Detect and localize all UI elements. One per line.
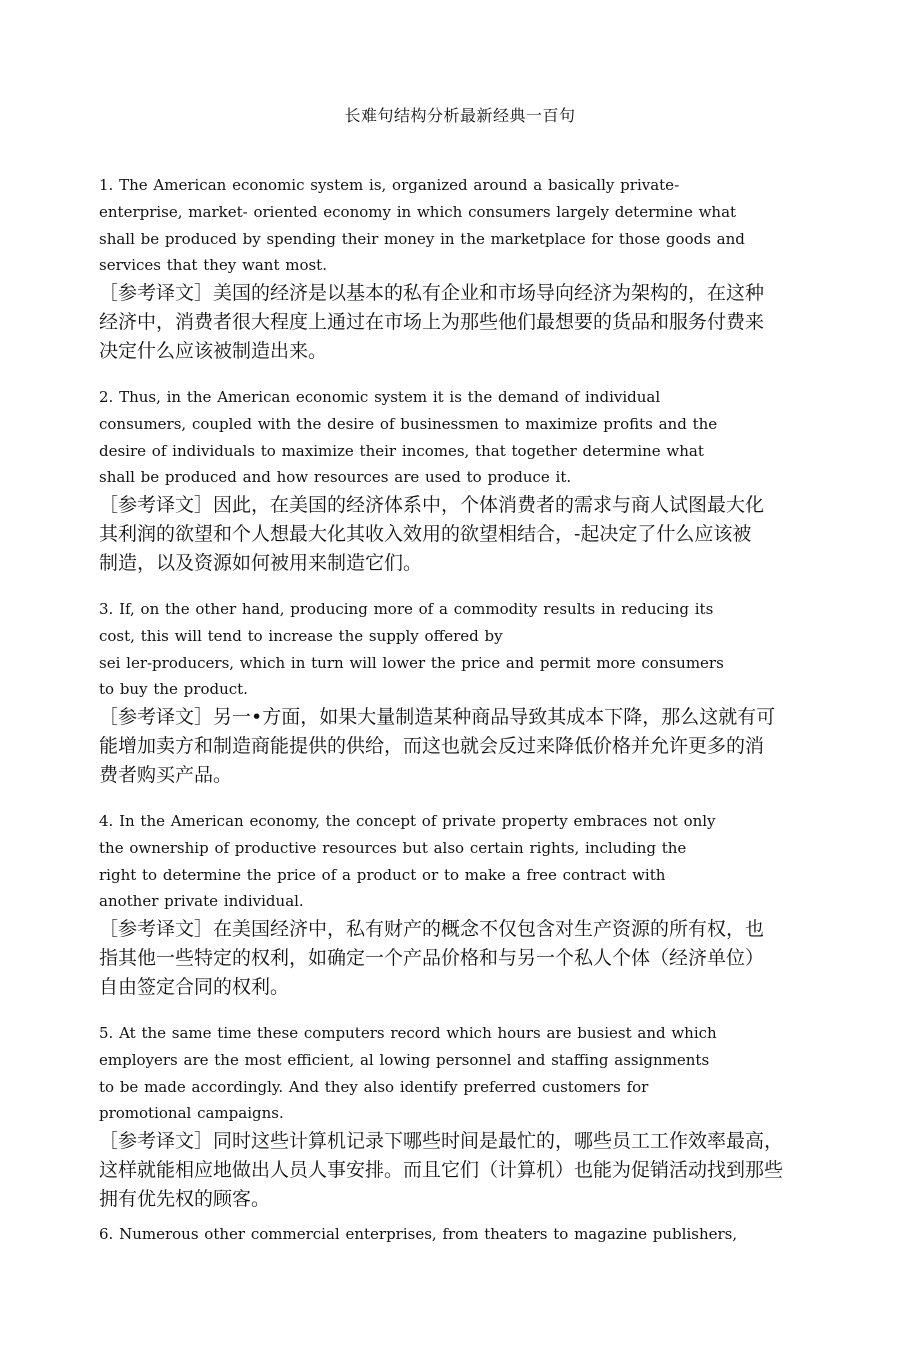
- english-sentence-3: 3. If, on the other hand, producing more of a commodity results in reducing its cost, this will tend to increase the supply offered by sei ler-producers, which in turn will lower the price and permit more consumers to buy the product.: [99, 600, 724, 699]
- english-sentence-5: 5. At the same time these computers record which hours are busiest and which employers are the most efficient, al lowing personnel and staffing assignments to be made accordingly. And they also identify preferred customers for promotional campaigns.: [99, 1024, 717, 1123]
- english-sentence-4: 4. In the American economy, the concept of private property embraces not only the ownership of productive resources but also certain rights, including the right to determine the price of a product or to make a free contract with another private individual.: [99, 812, 716, 911]
- sentence-item-1: [99, 172, 829, 366]
- english-sentence-1: 1. The American economic system is, organized around a basically private- enterprise, market- oriented economy in which consumers largely determine what shall be produced by spending their money in the marketplace for those goods and services that they want most.: [99, 176, 745, 275]
- sentence-item-4: [99, 808, 829, 1002]
- sentence-item-6: [99, 1221, 829, 1248]
- chinese-translation-3: ［参考译文］另一•方面，如果大量制造某种商品导致其成本下降，那么这就有可 能增加卖方和制造商能提供的供给，而这也就会反过来降低价格并允许更多的消 费者购买产品。: [99, 706, 776, 787]
- sentence-item-3: [99, 596, 829, 790]
- sentence-item-2: [99, 384, 829, 578]
- chinese-translation-1: ［参考译文］美国的经济是以基本的私有企业和市场导向经济为架构的，在这种 经济中，消费者很大程度上通过在市场上为那些他们最想要的货品和服务付费来 决定什么应该被制造出来。: [99, 282, 765, 363]
- page-title: 长难句结构分析最新经典一百句: [344, 106, 576, 125]
- english-sentence-6: 6. Numerous other commercial enterprises, from theaters to magazine publishers,: [99, 1225, 738, 1243]
- chinese-translation-5: ［参考译文］同时这些计算机记录下哪些时间是最忙的，哪些员工工作效率最高， 这样就能相应地做出人员人事安排。而且它们（计算机）也能为促销活动找到那些 拥有优先权的顾客。: [99, 1130, 784, 1211]
- english-sentence-2: 2. Thus, in the American economic system it is the demand of individual consumers, coupled with the desire of businessmen to maximize profits and the desire of individuals to maximize their incomes, that together determine what shall be produced and how resources are used to produce it.: [99, 388, 718, 487]
- chinese-translation-2: ［参考译文］因此，在美国的经济体系中，个体消费者的需求与商人试图最大化 其利润的欲望和个人想最大化其收入效用的欲望相结合，-起决定了什么应该被 制造，以及资源如何被用来制造它们。: [99, 494, 765, 575]
- sentence-item-5: [99, 1020, 829, 1214]
- chinese-translation-4: ［参考译文］在美国经济中，私有财产的概念不仅包含对生产资源的所有权，也 指其他一些特定的权利，如确定一个产品价格和与另一个私人个体（经济单位） 自由签定合同的权利。: [99, 918, 765, 999]
